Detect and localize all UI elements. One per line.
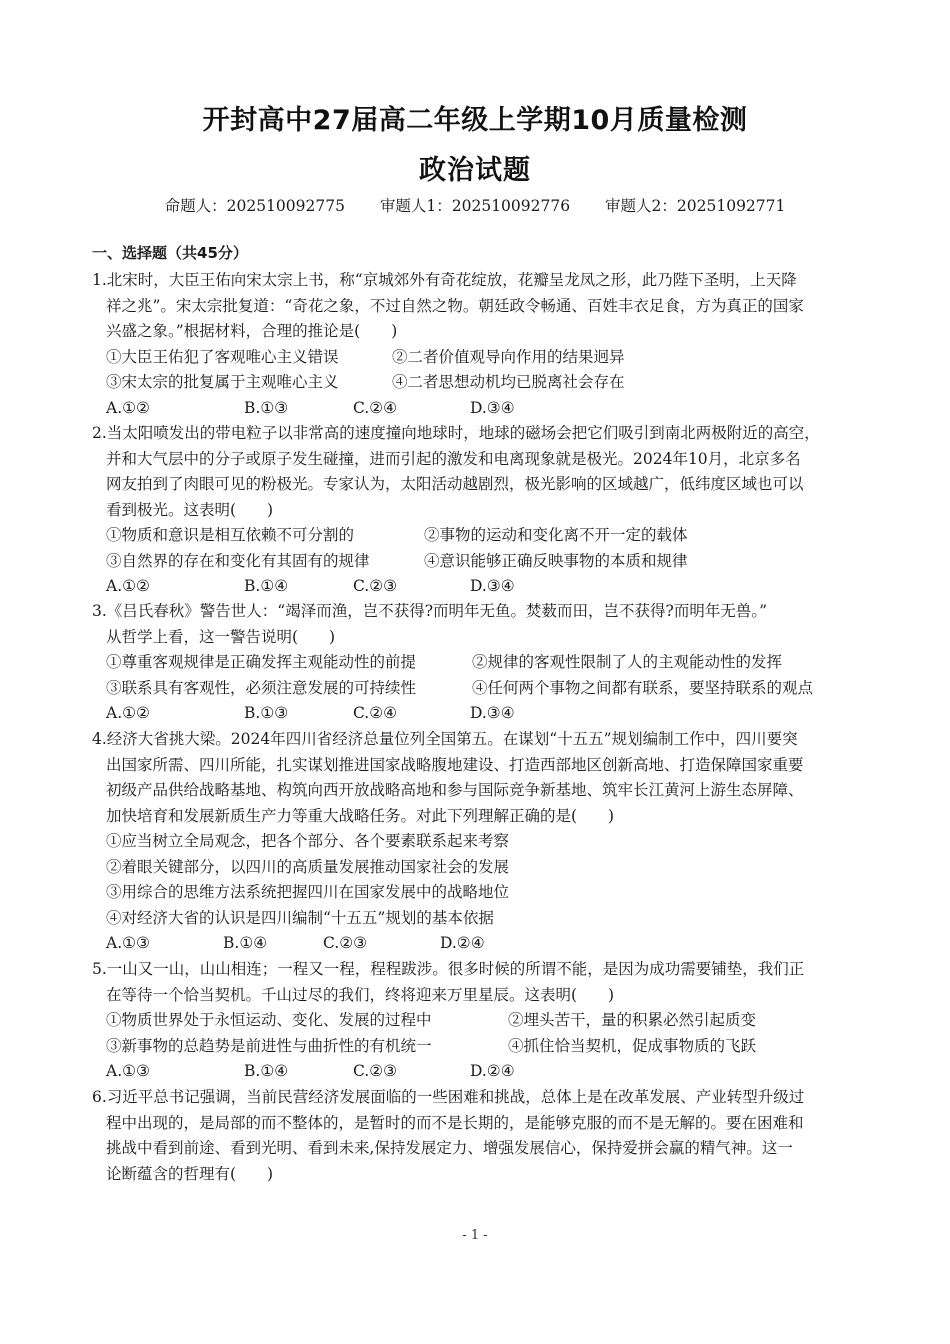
author: 命题人：202510092775: [164, 197, 345, 215]
statement: ①物质和意识是相互依赖不可分割的: [106, 526, 355, 544]
choice-b: B.①③: [244, 704, 289, 722]
question-stem-line: 3.《吕氏春秋》警告世人：“竭泽而渔，岂不获得?而明年无鱼。焚薮而田，岂不获得?而明年无兽。”: [92, 602, 768, 620]
choice-d: D.②④: [440, 934, 485, 952]
choice-d: D.③④: [470, 398, 515, 417]
statement: ②埋头苦干，量的积累必然引起质变: [508, 1011, 757, 1029]
answer-choices: [92, 574, 862, 600]
answer-choices: [92, 931, 862, 957]
statement: ③自然界的存在和变化有其固有的规律: [106, 551, 370, 570]
choice-a: A.①③: [106, 1062, 150, 1080]
choice-a: A.①③: [106, 934, 150, 952]
question-stem-line: 祥之兆”。宋太宗批复道：“奇花之象，不过自然之物。朝廷政令畅通、百姓丰衣足食，方为真正的国家: [106, 296, 804, 315]
statement: ①尊重客观规律是正确发挥主观能动性的前提: [106, 653, 417, 671]
question-stem-line: 1.北宋时，大臣王佑向宋太宗上书，称“京城郊外有奇花绽放，花瓣呈龙凤之形，此乃陛下圣明，上天降: [92, 271, 797, 289]
question-stem-line: 2.当太阳喷发出的带电粒子以非常高的速度撞向地球时，地球的磁场会把它们吸引到南北两极附近的高空，: [92, 424, 820, 442]
answer-choices: [92, 1059, 862, 1085]
question-stem-line: 程中出现的，是局部的而不整体的，是暂时的而不是长期的，是能够克服的而不是无解的。要在困难和: [106, 1113, 804, 1132]
statement: ④意识能够正确反映事物的本质和规律: [424, 551, 688, 570]
statement-row: [92, 523, 862, 549]
question-stem-line: 看到极光。这表明( ): [106, 500, 274, 519]
question-stem-line: 加快培育和发展新质生产力等重大战略任务。对此下列理解正确的是( ): [106, 806, 615, 825]
statement-row: [92, 345, 862, 371]
question-stem-line: 5.一山又一山，山山相连；一程又一程，程程跋涉。很多时候的所谓不能，是因为成功需要铺垫，我们正: [92, 960, 805, 978]
statement: ③联系具有客观性，必须注意发展的可持续性: [106, 678, 417, 697]
choice-b: B.①④: [244, 1062, 289, 1080]
question-5: [92, 957, 862, 1085]
choice-d: D.②④: [470, 1062, 515, 1080]
author-line: [0, 194, 950, 216]
answer-choices: [92, 701, 862, 727]
question-6: [92, 1085, 862, 1187]
statement: ③新事物的总趋势是前进性与曲折性的有机统一: [106, 1036, 432, 1055]
question-stem-line: 在等待一个恰当契机。千山过尽的我们，终将迎来万里星辰。这表明( ): [106, 985, 615, 1004]
question-2: [92, 421, 862, 600]
question-stem-line: 出国家所需、四川所能，扎实谋划推进国家战略腹地建设、打造西部地区创新高地、打造保障国家重要: [106, 755, 804, 774]
statement-row: [92, 1034, 862, 1060]
question-1: [92, 268, 862, 421]
choice-c: C.②③: [353, 1062, 398, 1080]
question-3: [92, 599, 862, 727]
statement: ①物质世界处于永恒运动、变化、发展的过程中: [106, 1011, 432, 1029]
choice-c: C.②④: [353, 704, 398, 722]
choice-a: A.①②: [106, 398, 150, 417]
statement: ④二者思想动机均已脱离社会存在: [392, 373, 625, 391]
choice-d: D.③④: [470, 577, 515, 595]
question-stem-line: 网友拍到了肉眼可见的粉极光。专家认为，太阳活动越剧烈，极光影响的区域越广，低纬度区域也可以: [106, 475, 804, 493]
question-stem-line: 论断蕴含的哲理有( ): [106, 1164, 274, 1183]
question-4: [92, 727, 862, 957]
statement: ①应当树立全局观念，把各个部分、各个要素联系起来考察: [106, 832, 510, 850]
statement: ②二者价值观导向作用的结果迥异: [392, 347, 625, 366]
answer-choices: [92, 396, 862, 422]
statement: ②着眼关键部分，以四川的高质量发展推动国家社会的发展: [106, 857, 510, 876]
statement: ②事物的运动和变化离不开一定的载体: [424, 526, 688, 544]
statement: ①大臣王佑犯了客观唯心主义错误: [106, 347, 339, 366]
exam-subject-title: 政治试题: [419, 155, 531, 186]
question-stem-line: 初级产品供给战略基地、构筑向西开放战略高地和参与国际竞争新基地、筑牢长江黄河上游生态屏障、: [106, 781, 804, 799]
choice-d: D.③④: [470, 704, 515, 722]
statement-row: [92, 370, 862, 396]
reviewer-2: 审题人2：20251092771: [605, 197, 786, 215]
choice-a: A.①②: [106, 577, 150, 595]
question-stem-line: 挑战中看到前途、看到光明、看到未来,保持发展定力、增强发展信心，保持爱拼会赢的精气神。这一: [106, 1139, 793, 1157]
exam-title: 开封高中27届高二年级上学期10月质量检测: [202, 105, 748, 136]
page-number: - 1 -: [462, 1228, 488, 1243]
statement: ④对经济大省的认识是四川编制“十五五”规划的基本依据: [106, 908, 494, 927]
statement: ④抓住恰当契机，促成事物质的飞跃: [508, 1036, 757, 1055]
question-stem-line: 6.习近平总书记强调，当前民营经济发展面临的一些困难和挑战，总体上是在改革发展、产业转型升级过: [92, 1088, 805, 1106]
choice-b: B.①④: [223, 934, 268, 952]
statement-row: [92, 549, 862, 575]
question-stem-line: 4.经济大省挑大梁。2024年四川省经济总量位列全国第五。在谋划“十五五”规划编制工作中，四川要突: [92, 730, 798, 748]
question-stem-line: 从哲学上看，这一警告说明( ): [106, 627, 336, 646]
statement: ③用综合的思维方法系统把握四川在国家发展中的战略地位: [106, 883, 510, 901]
choice-c: C.②③: [323, 934, 368, 952]
choice-c: C.②③: [353, 577, 398, 595]
question-stem-line: 并和大气层中的分子或原子发生碰撞，进而引起的激发和电离现象就是极光。2024年10月，北京多名: [106, 449, 801, 468]
statement: ②规律的客观性限制了人的主观能动性的发挥: [472, 653, 783, 671]
section-heading: 一、选择题（共45分）: [92, 244, 248, 262]
reviewer-1: 审题人1：202510092776: [379, 197, 571, 215]
choice-a: A.①②: [106, 704, 150, 722]
choice-b: B.①③: [244, 398, 289, 417]
statement-row: [92, 650, 862, 676]
choice-b: B.①④: [244, 577, 289, 595]
statement-row: [92, 1008, 862, 1034]
choice-c: C.②④: [353, 398, 398, 417]
statement: ④任何两个事物之间都有联系，要坚持联系的观点: [472, 678, 814, 697]
statement: ③宋太宗的批复属于主观唯心主义: [106, 373, 339, 391]
question-stem-line: 兴盛之象。”根据材料，合理的推论是( ): [106, 322, 398, 340]
statement-row: [92, 676, 862, 702]
